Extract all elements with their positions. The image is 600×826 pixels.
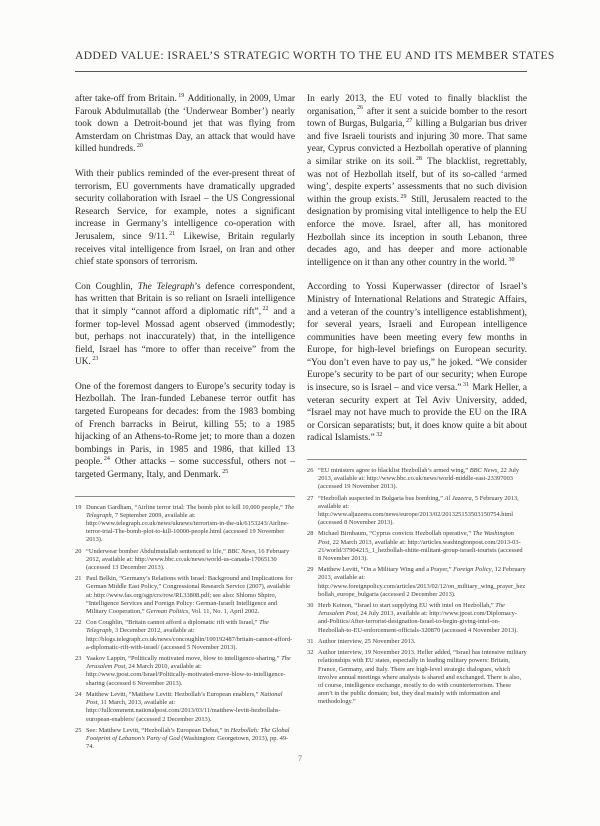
footnote	[307, 467, 527, 492]
footnote-text: “Hezbollah suspected in Bulgaria bus bombing,” Al Jazeera, 5 February 2013, available at: http://www.aljazeera.com/news/europe/2013/02/201325153503150754.html (accessed 8 November 2013).	[318, 494, 519, 527]
footnote-number: 27	[307, 494, 314, 502]
footnote	[307, 638, 527, 646]
page-title: ADDED VALUE: ISRAEL’S STRATEGIC WORTH TO THE EU AND ITS MEMBER STATES	[75, 50, 555, 62]
footnote-number: 23	[75, 655, 82, 663]
footnote	[75, 691, 295, 724]
paragraph: According to Yossi Kuperwasser (director of Israel’s Ministry of International Relations and Strategic Affairs, and a veteran of the country’s intelligence establishment), for several years, Israeli and European intelligence communities have been meeting every few months in Europe, for high-level briefings on European security. “You don’t even have to pay us,” he joked. “We consider Europe’s security to be part of our security; when Europe is insecure, so is Israel – and vice versa.” $^{31}$ Mark Heller, a veteran security expert at Tel Aviv University, added, “Israel may not have much to provide the EU on the IRA or Corsican separatists; but, it does know quite a bit about radical Islamists.” $^{32}$	[307, 282, 527, 444]
paragraph: In early 2013, the EU voted to finally blacklist the organisation, $^{26}$ after it sent a suicide bomber to the resort town of Burgas, Bulgaria, $^{27}$ killing a Bulgarian bus driver and five Israeli tourists and injuring 30 more. That same year, Cyprus convicted a Hezbollah operative of planning a similar strike on its soil. $^{28}$ The blacklist, regrettably, was not of Hezbollah itself, but of its so-called ‘armed wing’, despite experts’ assessments that no such division within the group exists. $^{29}$ Still, Jerusalem reacted to the designation by promising vital intelligence to help the EU enforce the move. Israel, after all, has monitored Hezbollah since its inception in south Lebanon, three decades ago, and has deeper and more actionable intelligence on it than any other country in the world. $^{30}$	[307, 94, 527, 268]
left-column-footnotes	[75, 504, 295, 752]
footnote-number: 26	[307, 467, 314, 475]
paragraph: With their publics reminded of the ever-present threat of terrorism, EU governments have dramatically upgraded security collaboration with Israel – the US Congressional Research Service, for example, notes a significant increase in Germany’s intelligence co-operation with Jerusalem, since 9/11. $^{21}$ Likewise, Britain regularly receives vital intelligence from Israel, on Iran and other chief state sponsors of terrorism.	[75, 168, 295, 268]
header-rule	[75, 71, 527, 72]
footnote-text: Author interview, 25 November 2013.	[318, 637, 416, 645]
footnote-text: Michael Birnbaum, “Cyprus convicts Hezbollah operative,” The Washington Post, 22 March 2013, available at: http://articles.washingtonpost.com/2013-03-21/world/37904215_1_hezbollah-shiite-militant-group-israeli-tourists (accessed 8 November 2013).	[318, 530, 523, 563]
footnote-text: Herb Keinon, “Israel to start supplying EU with intel on Hezbollah,” The Jerusalem Post, 24 July 2013, available at: http://www.jpost.com/Diplomacy-and-Politics/After-terrorist-designation-Israel-to-begin-giving-intel-on-Hezbollah-to-EU-enforcement-officials-320870 (accessed 4 November 2013).	[318, 602, 518, 634]
footnote	[307, 495, 527, 528]
footnote-number: 31	[307, 637, 314, 645]
footnote-number: 20	[75, 547, 82, 555]
right-footnote-separator	[307, 459, 527, 460]
right-column	[307, 93, 527, 754]
footnote	[307, 602, 527, 635]
footnote-text: Con Coughlin, “Britain cannot afford a diplomatic rift with Israel,” The Telegraph, 3 December 2012, available at: http://blogs.telegraph.co.uk/news/concoughlin/100192487/britain-cannot-afford-a-diplomatic-rift-with-israel/ (accessed 5 November 2013).	[86, 619, 293, 651]
footnote-ref: 22	[262, 305, 269, 312]
footnote-text: “EU ministers agree to blacklist Hezbollah’s armed wing,” BBC News, 22 July 2013, available at: http://www.bbc.co.uk/news/world-middle-east-23397003 (accessed 19 November 2013).	[318, 467, 520, 491]
footnote-text: Yaakov Lappin, “Politically motivated move, blow to intelligence-sharing,” The Jerusalem Post, 24 March 2010, available at: http://www.jpost.com/Israel/Politically-motivated-move-blow-to-intelligence-sharing (accessed 6 November 2013).	[86, 655, 291, 687]
footnote-ref: 23	[92, 356, 99, 363]
footnote-number: 22	[75, 619, 82, 627]
right-column-body	[307, 93, 527, 445]
footnote	[307, 649, 527, 706]
footnote	[75, 548, 295, 573]
footnote-text: Duncan Gardham, “Airline terror trial: The bomb plot to kill 10,000 people,” The Telegraph, 7 September 2009, available at: http://www.telegraph.co.uk/news/uknews/terrorism-in-the-uk/6153243/Airline-terror-trial-The-bomb-plot-to-kill-10000-people.html (accessed 19 November 2013).	[86, 503, 295, 544]
footnote-number: 30	[307, 602, 314, 610]
footnote-ref: 32	[376, 432, 383, 439]
paragraph: after take-off from Britain. $^{19}$ Additionally, in 2009, Umar Farouk Abdulmutallab (the ‘Underwear Bomber’) nearly took down a Detroit-bound jet that was flying from Amsterdam on Christmas Day, an attack that would have killed hundreds. $^{20}$	[75, 92, 295, 155]
footnote	[75, 575, 295, 616]
footnote-text: Author interview, 19 November 2013. Heller added, “Israel has intensive military relationships with EU states, especially in leading military powers: Britain, France, Germany, and Italy. There are high-level strategic dialogues, which involve annual meetings where analysis is shared and exchanged. There is also, of course, intelligence exchange, mostly to do with counterterrorism. These aren’t in the public domain; but, they deal mainly with information and methodology.”	[318, 649, 527, 706]
footnote-number: 28	[307, 530, 314, 538]
footnote-number: 24	[75, 690, 82, 698]
footnote	[75, 727, 295, 752]
page-number: 7	[298, 754, 302, 763]
footnote-ref: 20	[136, 143, 143, 150]
footnote	[75, 655, 295, 688]
footnote-text: Paul Belkin, “Germany’s Relations with Israel: Background and Implications for German Middle East Policy,” Congressional Research Service (2007), available at: http://www.fas.org/sgp/crs/row/RL33808.pdf; see also: Shlomo Shpiro, “Intelligence Services and Foreign Policy: German-Israeli Intelligence and Military Cooperation,” German Politics, Vol. 11, No. 1, April 2002.	[86, 575, 293, 616]
page-header	[75, 50, 555, 72]
paragraph: One of the foremost dangers to Europe’s security today is Hezbollah. The Iran-funded Lebanese terror outfit has targeted Europeans for decades: from the 1983 bombing of French barracks in Beirut, killing 55; to a 1985 hijacking of an Athens-to-Rome jet; to more than a dozen bombings in Paris, in 1985 and 1986, that killed 13 people. $^{24}$ Other attacks – some successful, others not – targeted Germany, Italy, and Denmark. $^{25}$	[75, 381, 295, 481]
footnote-number: 32	[307, 649, 314, 657]
footnote-ref: 31	[462, 381, 469, 388]
left-footnote-separator	[75, 496, 295, 497]
footnote-ref: 27	[406, 118, 413, 125]
footnote-text: See: Matthew Levitt, “Hezbollah’s European Debut,” in Hezbollah: The Global Footprint of Lebanon’s Party of God (Washington: Georgetown, 2013), pp. 49-74.	[86, 726, 290, 751]
footnote-number: 21	[75, 575, 82, 583]
footnote-ref: 26	[357, 105, 364, 112]
footnote-ref: 28	[415, 155, 422, 162]
footnote-text: “Underwear bomber Abdulmutallab sentenced to life,” BBC News, 16 February 2012, available at: http://www.bbc.co.uk/news/world-us-canada-17065130 (accessed 13 December 2013).	[86, 547, 290, 572]
left-column-body	[75, 93, 295, 482]
footnote	[307, 530, 527, 563]
footnote	[307, 566, 527, 599]
footnote-ref: 25	[222, 468, 229, 475]
footnote-text: Matthew Levitt, “Matthew Levitt: Hezbollah’s European enablers,” National Post, 11 March, 2013, available at: http://fullcomment.nationalpost.com/2013/03/11/matthew-levitt-hezbollahs-european-enablers/ (accessed 2 December 2013).	[86, 690, 283, 723]
right-column-footnotes	[307, 467, 527, 706]
footnote	[75, 619, 295, 652]
left-column	[75, 93, 295, 754]
paragraph: Con Coughlin, The Telegraph’s defence correspondent, has written that Britain is so reliant on Israeli intelligence that it simply “cannot afford a diplomatic rift”, $^{22}$ and a former top-level Mossad agent observed (immodestly; but, perhaps not inaccurately) that, in the intelligence field, Israel has “more to offer than receive” from the UK. $^{23}$	[75, 281, 296, 368]
footnote-ref: 30	[508, 256, 515, 263]
footnote-ref: 24	[103, 456, 110, 463]
footnote	[75, 504, 295, 545]
footnote-number: 29	[307, 566, 314, 574]
two-column-body	[75, 93, 527, 754]
footnote-number: 25	[75, 726, 82, 734]
footnote-ref: 21	[169, 230, 176, 237]
footnote-text: Matthew Levitt, “On a Military Wing and a Prayer,” Foreign Policy, 12 February 2013, available at: http://www.foreignpolicy.com/articles/2013/02/12/on_military_wing_prayer_hezbollah_europe_bulgaria (accessed 2 December 2013).	[318, 566, 526, 598]
footnote-number: 19	[75, 503, 82, 511]
footnote-ref: 29	[400, 193, 407, 200]
footnote-ref: 19	[178, 92, 185, 99]
